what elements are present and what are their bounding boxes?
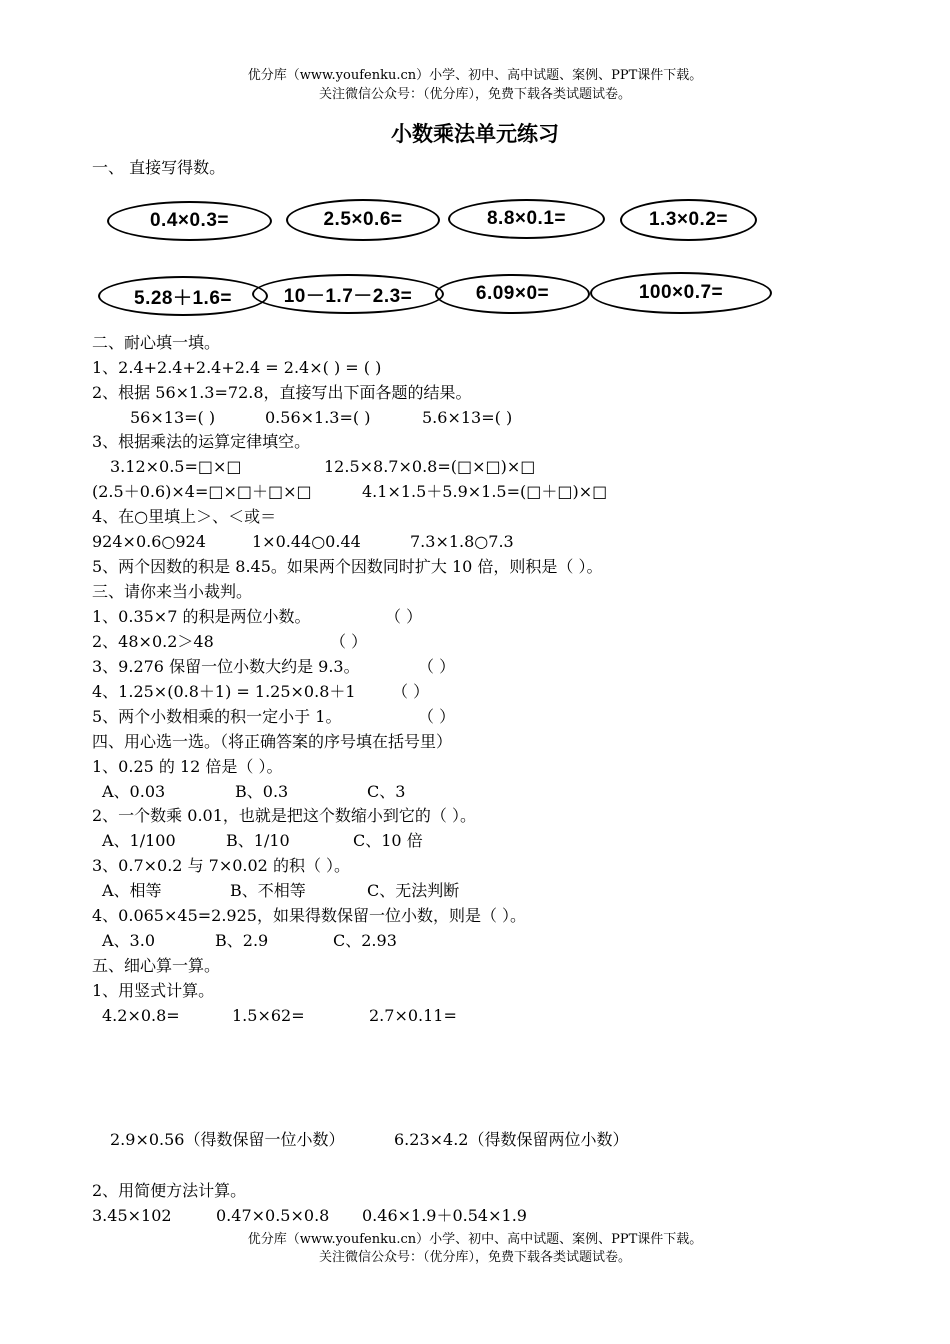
calc-problem: 2.7×0.11=: [369, 1006, 457, 1025]
option: A、相等: [102, 881, 162, 900]
sub-question: (2.5＋0.6)×4=□×□＋□×□: [92, 482, 312, 501]
option: A、0.03: [102, 782, 166, 801]
question: 2、根据 56×1.3=72.8，直接写出下面各题的结果。: [92, 383, 472, 402]
answer-bracket: （ ）: [385, 607, 423, 626]
question: 4、0.065×45=2.925，如果得数保留一位小数，则是（ ）。: [92, 906, 527, 925]
option: B、1/10: [226, 831, 290, 850]
section-5-heading: 五、细心算一算。: [92, 956, 221, 975]
sub-question: 4.1×1.5＋5.9×1.5=(□＋□)×□: [362, 482, 608, 501]
judge-item: 2、48×0.2＞48: [92, 632, 214, 651]
judge-item: 1、0.35×7 的积是两位小数。: [92, 607, 311, 626]
judge-item: 4、1.25×(0.8＋1) = 1.25×0.8＋1: [92, 682, 356, 701]
judge-item: 5、两个小数相乘的积一定小于 1。: [92, 707, 342, 726]
oval-problem: 8.8×0.1=: [448, 199, 605, 239]
sub-question: 924×0.6○924: [92, 532, 206, 551]
sub-question: 0.56×1.3=( ): [265, 408, 371, 427]
question: 4、在○里填上＞、＜或＝: [92, 507, 277, 526]
question: 5、两个因数的积是 8.45。如果两个因数同时扩大 10 倍，则积是（ ）。: [92, 557, 603, 576]
answer-bracket: （ ）: [330, 632, 368, 651]
sub-question: 56×13=( ): [130, 408, 216, 427]
question: 1、2.4+2.4+2.4+2.4 = 2.4×( ) = ( ): [92, 358, 382, 377]
answer-bracket: （ ）: [418, 707, 456, 726]
calc-problem: 1.5×62=: [232, 1006, 305, 1025]
oval-problem: 2.5×0.6=: [286, 199, 440, 241]
header-line-2: 关注微信公众号：（优分库），免费下载各类试题试卷。: [318, 87, 631, 102]
question: 3、0.7×0.2 与 7×0.02 的积（ ）。: [92, 856, 351, 875]
sub-question: 12.5×8.7×0.8=(□×□)×□: [324, 457, 536, 476]
sub-question: 3.12×0.5=□×□: [110, 457, 242, 476]
calc-problem: 6.23×4.2（得数保留两位小数）: [394, 1130, 629, 1149]
calc-problem: 4.2×0.8=: [102, 1006, 180, 1025]
sub-heading: 1、用竖式计算。: [92, 981, 215, 1000]
section-3-heading: 三、请你来当小裁判。: [92, 582, 253, 601]
answer-bracket: （ ）: [418, 657, 456, 676]
option: A、3.0: [102, 931, 156, 950]
footer-line-2: 关注微信公众号：（优分库），免费下载各类试题试卷。: [318, 1250, 631, 1265]
header-line-1: 优分库（www.youfenku.cn）小学、初中、高中试题、案例、PPT课件下载。: [247, 68, 703, 83]
calc-problem: 3.45×102: [92, 1206, 172, 1225]
option: C、10 倍: [353, 831, 423, 850]
option: C、3: [367, 782, 406, 801]
oval-problem: 10－1.7－2.3=: [252, 274, 444, 314]
sub-question: 5.6×13=( ): [422, 408, 513, 427]
option: B、不相等: [230, 881, 306, 900]
calc-problem: 0.46×1.9＋0.54×1.9: [362, 1206, 527, 1225]
sub-heading: 2、用简便方法计算。: [92, 1181, 247, 1200]
section-2-heading: 二、耐心填一填。: [92, 333, 221, 352]
section-4-heading: 四、用心选一选。（将正确答案的序号填在括号里）: [92, 732, 453, 751]
question: 1、0.25 的 12 倍是（ ）。: [92, 757, 283, 776]
question: 2、一个数乘 0.01，也就是把这个数缩小到它的（ ）。: [92, 806, 476, 825]
section-1-heading: 一、 直接写得数。: [92, 158, 226, 177]
oval-problem: 0.4×0.3=: [107, 201, 272, 241]
answer-bracket: （ ）: [392, 682, 430, 701]
oval-problem: 1.3×0.2=: [620, 199, 757, 241]
option: B、0.3: [235, 782, 289, 801]
option: C、2.93: [333, 931, 397, 950]
option: A、1/100: [102, 831, 176, 850]
oval-problem: 100×0.7=: [590, 272, 772, 314]
option: C、无法判断: [367, 881, 460, 900]
footer-line-1: 优分库（www.youfenku.cn）小学、初中、高中试题、案例、PPT课件下载。: [247, 1232, 703, 1247]
calc-problem: 0.47×0.5×0.8: [216, 1206, 330, 1225]
judge-item: 3、9.276 保留一位小数大约是 9.3。: [92, 657, 360, 676]
oval-problem: 5.28＋1.6=: [98, 276, 268, 316]
question: 3、根据乘法的运算定律填空。: [92, 432, 311, 451]
oval-problem: 6.09×0=: [435, 274, 590, 314]
sub-question: 1×0.44○0.44: [252, 532, 361, 551]
sub-question: 7.3×1.8○7.3: [410, 532, 514, 551]
calc-problem: 2.9×0.56（得数保留一位小数）: [110, 1130, 345, 1149]
option: B、2.9: [215, 931, 269, 950]
page-title: 小数乘法单元练习: [391, 121, 559, 146]
